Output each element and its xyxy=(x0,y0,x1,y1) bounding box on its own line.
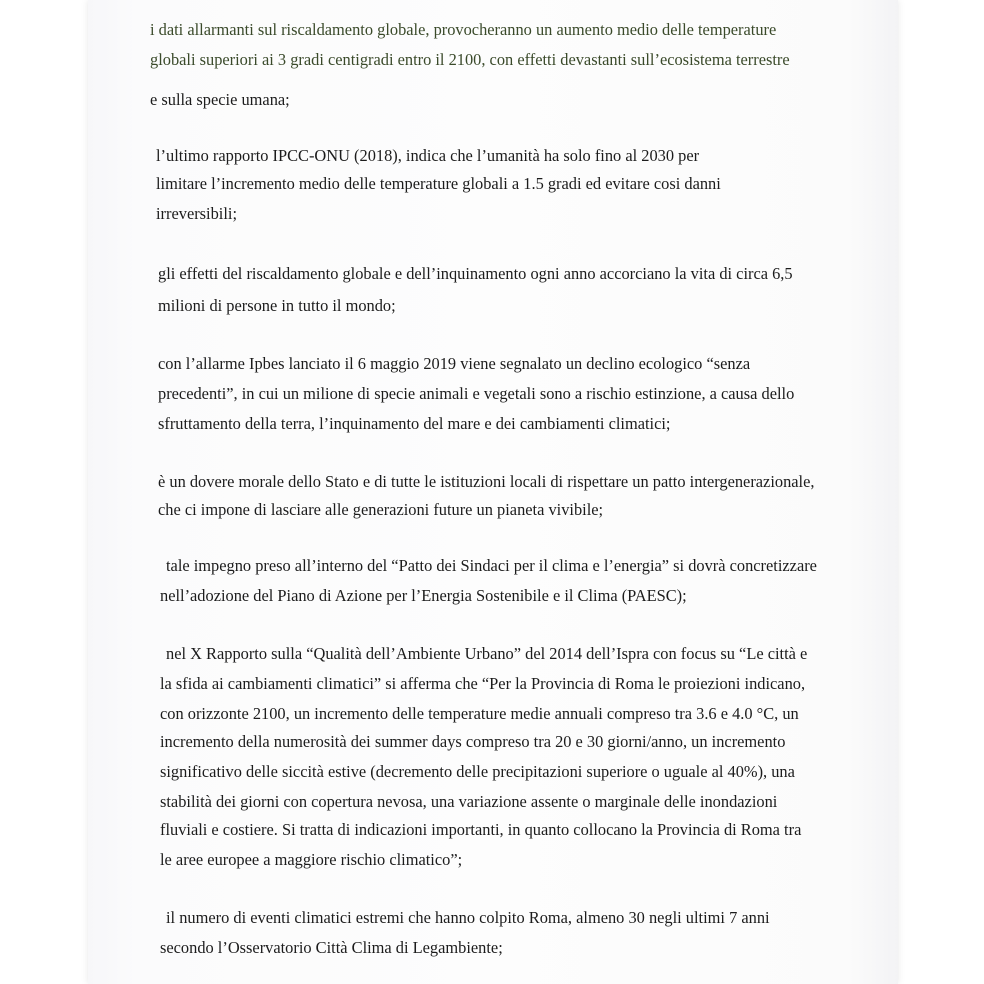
paragraph-8-line-1: il numero di eventi climatici estremi che hanno colpito Roma, almeno 30 negli ultimi 7 anni xyxy=(166,908,770,927)
paragraph-2-line-3: irreversibili; xyxy=(156,204,238,223)
paragraph-1-line-1: i dati allarmanti sul riscaldamento globale, provocheranno un aumento medio delle temperature xyxy=(150,20,777,39)
paragraph-8-line-2: secondo l’Osservatorio Città Clima di Legambiente; xyxy=(160,938,503,957)
paragraph-1-line-2: globali superiori ai 3 gradi centigradi entro il 2100, con effetti devastanti sull’ecosistema terrestre xyxy=(150,50,790,69)
paragraph-2-line-1: l’ultimo rapporto IPCC-ONU (2018), indica che l’umanità ha solo fino al 2030 per xyxy=(156,146,700,165)
paragraph-4-line-3: sfruttamento della terra, l’inquinamento del mare e dei cambiamenti climatici; xyxy=(158,414,671,433)
paragraph-6-line-2: nell’adozione del Piano di Azione per l’Energia Sostenibile e il Clima (PAESC); xyxy=(160,586,687,605)
paragraph-7-line-5: significativo delle siccità estive (decremento delle precipitazioni superiore o uguale al 40%), una xyxy=(160,762,795,781)
paragraph-7-line-7: fluviali e costiere. Si tratta di indicazioni importanti, in quanto collocano la Provincia di Roma tra xyxy=(160,820,802,839)
paragraph-7-line-8: le aree europee a maggiore rischio climatico”; xyxy=(160,850,463,869)
paragraph-7-line-6: stabilità dei giorni con copertura nevosa, una variazione assente o marginale delle inondazioni xyxy=(160,792,778,811)
paragraph-4-line-2: precedenti”, in cui un milione di specie animali e vegetali sono a rischio estinzione, a causa dello xyxy=(158,384,795,403)
paragraph-4-line-1: con l’allarme Ipbes lanciato il 6 maggio 2019 viene segnalato un declino ecologico “senza xyxy=(158,354,751,373)
paragraph-2-line-2: limitare l’incremento medio delle temperature globali a 1.5 gradi ed evitare cosi danni xyxy=(156,174,721,193)
paragraph-5-line-1: è un dovere morale dello Stato e di tutte le istituzioni locali di rispettare un patto intergenerazionale, xyxy=(158,472,815,491)
paragraph-3-line-1: gli effetti del riscaldamento globale e dell’inquinamento ogni anno accorciano la vita di circa 6,5 xyxy=(158,264,793,283)
paragraph-7-line-3: con orizzonte 2100, un incremento delle temperature medie annuali compreso tra 3.6 e 4.0 °C, un xyxy=(160,704,799,723)
paragraph-5-line-2: che ci impone di lasciare alle generazioni future un pianeta vivibile; xyxy=(158,500,604,519)
paragraph-1-line-3: e sulla specie umana; xyxy=(150,90,290,109)
paragraph-3-line-2: milioni di persone in tutto il mondo; xyxy=(158,296,396,315)
paper-sheet xyxy=(88,0,898,984)
paragraph-7-line-4: incremento della numerosità dei summer days compreso tra 20 e 30 giorni/anno, un incremento xyxy=(160,732,786,751)
paragraph-7-line-1: nel X Rapporto sulla “Qualità dell’Ambiente Urbano” del 2014 dell’Ispra con focus su “Le città e xyxy=(166,644,808,663)
paragraph-6-line-1: tale impegno preso all’interno del “Patto dei Sindaci per il clima e l’energia” si dovrà concretizzare xyxy=(166,556,817,575)
paragraph-7-line-2: la sfida ai cambiamenti climatici” si afferma che “Per la Provincia di Roma le proiezioni indicano, xyxy=(160,674,806,693)
